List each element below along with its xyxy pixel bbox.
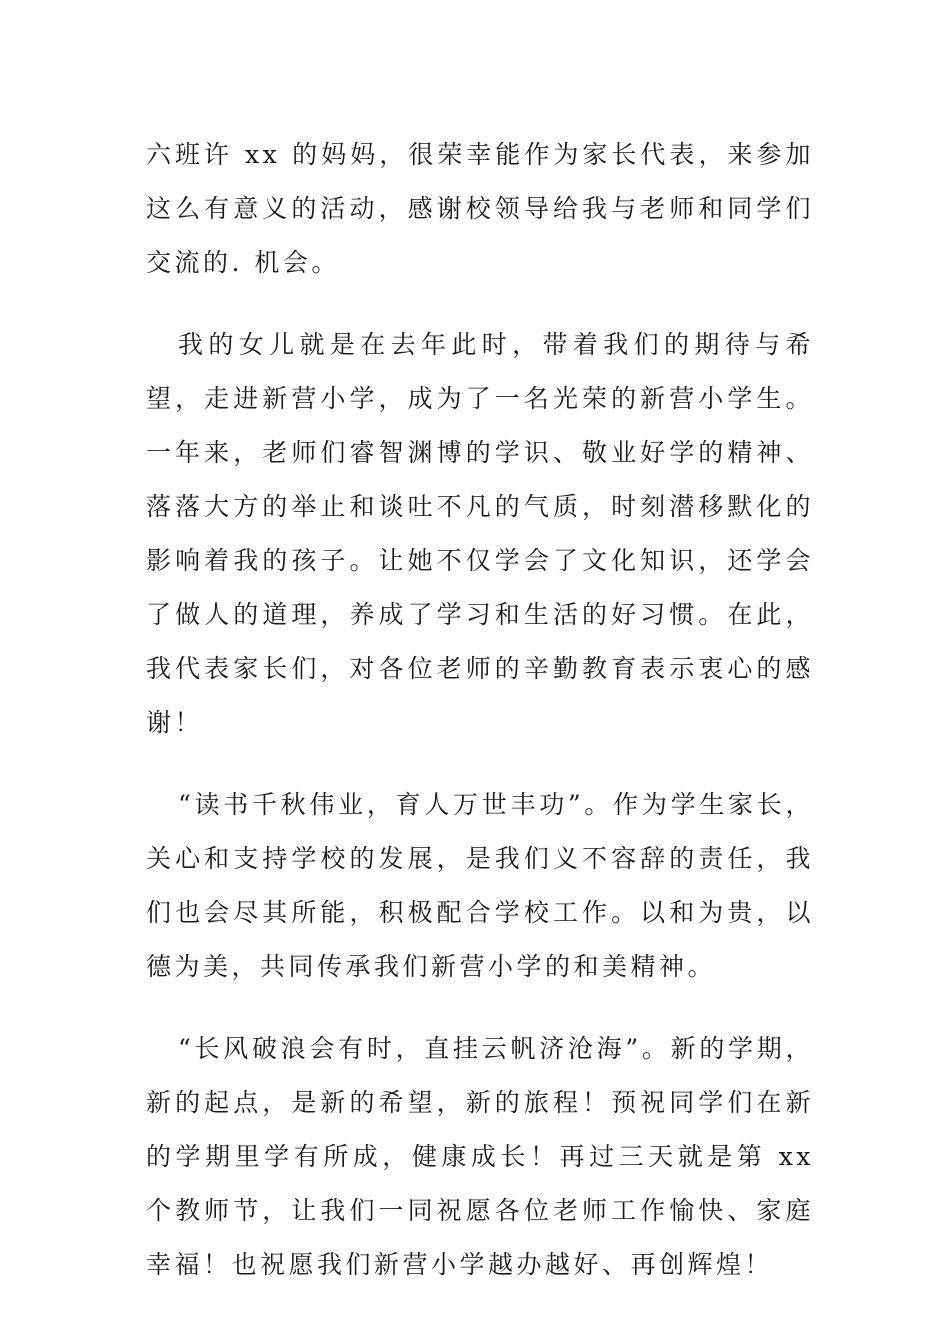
paragraph-gap	[146, 290, 814, 318]
paragraph-1: 六班许 xx 的妈妈，很荣幸能作为家长代表，来参加这么有意义的活动，感谢校领导给我与老师和同学们交流的. 机会。	[146, 140, 814, 277]
document-body	[146, 128, 814, 1292]
paragraph-3: “读书千秋伟业，育人万世丰功”。作为学生家长，关心和支持学校的发展，是我们义不容辞的责任，我们也会尽其所能，积极配合学校工作。以和为贵，以德为美，共同传承我们新营小学的和美精神。	[146, 790, 814, 981]
paragraph-gap	[146, 994, 814, 1022]
paragraph-2: 我的女儿就是在去年此时，带着我们的期待与希望，走进新营小学，成为了一名光荣的新营小学生。一年来，老师们睿智渊博的学识、敬业好学的精神、落落大方的举止和谈吐不凡的气质，时刻潜移默化的影响着我的孩子。让她不仅学会了文化知识，还学会了做人的道理，养成了学习和生活的好习惯。在此，我代表家长们，对各位老师的辛勤教育表示衷心的感谢！	[146, 330, 814, 737]
paragraph-gap	[146, 750, 814, 778]
paragraph-4: “长风破浪会有时，直挂云帆济沧海”。新的学期，新的起点，是新的希望，新的旅程！预祝同学们在新的学期里学有所成，健康成长！再过三天就是第 xx 个教师节，让我们一同祝愿各位老师工作愉快、家庭幸福！也祝愿我们新营小学越办越好、再创辉煌！	[146, 1034, 814, 1279]
